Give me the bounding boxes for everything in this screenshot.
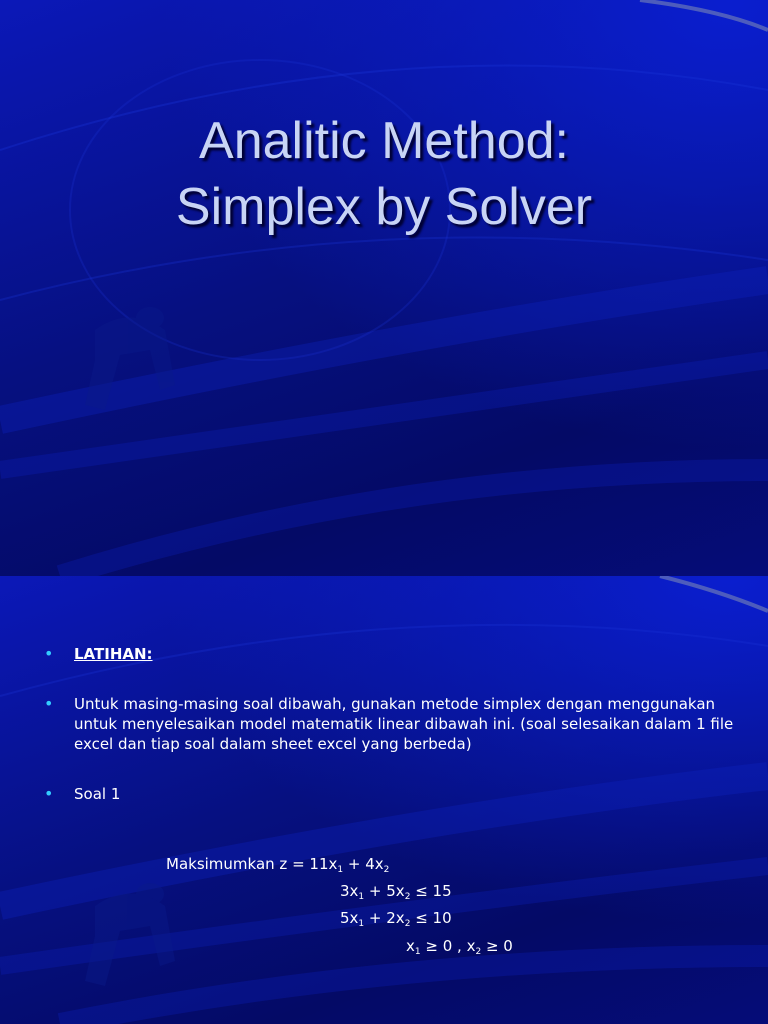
non-negativity-constraint: $x_1 \ge 0$ , $x_2 \ge 0$ bbox=[406, 937, 513, 957]
instructions-text: Untuk masing-masing soal dibawah, gunakan metode simplex dengan menggunakan untuk menyelesaikan model matematik linear dibawah ini. (soal selesaikan dalam 1 file excel dan tiap soal dalam sheet excel yang berbeda) bbox=[74, 695, 734, 753]
runner-silhouette-icon bbox=[85, 883, 175, 986]
bullet-item-problem bbox=[44, 784, 734, 804]
constraint-1: $3x_1 + 5x_2 \le 15$ bbox=[340, 882, 452, 902]
exercise-slide bbox=[0, 576, 768, 1024]
bullet-list bbox=[44, 644, 734, 824]
title-line-2: Simplex by Solver bbox=[175, 178, 593, 236]
bullet-dot-icon: • bbox=[44, 784, 54, 803]
constraint-2: $5x_1 + 2x_2 \le 10$ bbox=[340, 909, 452, 929]
objective-function: Maksimumkan $z = 11x_1 + 4x_2$ bbox=[166, 855, 390, 875]
problem-label: Soal 1 bbox=[74, 785, 121, 803]
bullet-item-instructions bbox=[44, 694, 734, 754]
exercise-heading: LATIHAN: bbox=[74, 645, 153, 663]
bullet-dot-icon: • bbox=[44, 644, 54, 663]
slide-title bbox=[0, 108, 768, 240]
bullet-dot-icon: • bbox=[44, 694, 54, 713]
title-line-1: Analitic Method: bbox=[199, 112, 569, 170]
runner-silhouette-icon bbox=[85, 307, 175, 410]
bullet-item-heading bbox=[44, 644, 734, 664]
